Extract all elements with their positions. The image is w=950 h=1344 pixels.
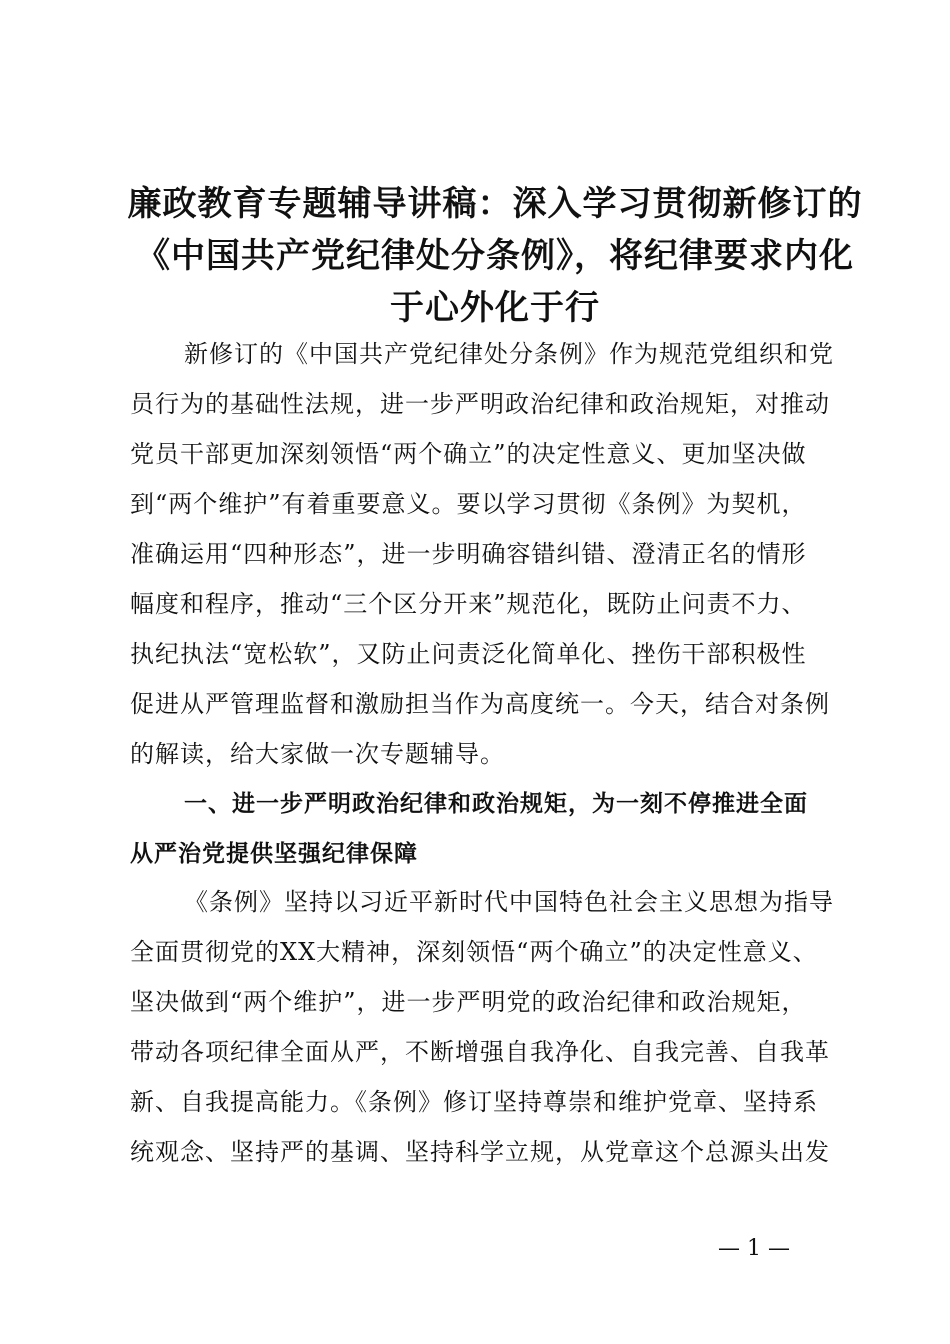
title-line-1: 廉政教育专题辅导讲稿：深入学习贯彻新修订的: [127, 184, 863, 224]
document-title: [120, 178, 870, 334]
section-heading: [130, 779, 845, 879]
section-heading-line-2: 从严治党提供坚强纪律保障: [130, 841, 418, 867]
title-line-3: 于心外化于行: [390, 288, 600, 328]
paragraph-line: 到“两个维护”有着重要意义。要以学习贯彻《条例》为契机，: [130, 490, 807, 518]
paragraph-line: 新修订的《中国共产党纪律处分条例》作为规范党组织和党: [184, 340, 834, 368]
paragraph-line: 的解读，给大家做一次专题辅导。: [130, 740, 505, 768]
paragraph-line: 《条例》坚持以习近平新时代中国特色社会主义思想为指导: [184, 888, 834, 916]
paragraph-line: 统观念、坚持严的基调、坚持科学立规，从党章这个总源头出发: [130, 1138, 830, 1166]
paragraph-line: 坚决做到“两个维护”，进一步严明党的政治纪律和政治规矩，: [130, 988, 807, 1016]
intro-paragraph: [130, 329, 845, 779]
paragraph-line: 促进从严管理监督和激励担当作为高度统一。今天，结合对条例: [130, 690, 830, 718]
paragraph-line: 带动各项纪律全面从严，不断增强自我净化、自我完善、自我革: [130, 1038, 830, 1066]
title-line-2: 《中国共产党纪律处分条例》，将纪律要求内化: [136, 236, 854, 276]
page-number: — 1 —: [718, 1236, 790, 1261]
paragraph-line: 员行为的基础性法规，进一步严明政治纪律和政治规矩，对推动: [130, 390, 830, 418]
paragraph-line: 党员干部更加深刻领悟“两个确立”的决定性意义、更加坚决做: [130, 440, 807, 468]
section-paragraph: [130, 877, 845, 1177]
paragraph-line: 幅度和程序，推动“三个区分开来”规范化，既防止问责不力、: [130, 590, 807, 618]
paragraph-line: 准确运用“四种形态”，进一步明确容错纠错、澄清正名的情形: [130, 540, 807, 568]
section-heading-line-1: 一、进一步严明政治纪律和政治规矩，为一刻不停推进全面: [184, 791, 808, 817]
paragraph-line: 执纪执法“宽松软”，又防止问责泛化简单化、挫伤干部积极性: [130, 640, 807, 668]
paragraph-line: 全面贯彻党的XX大精神，深刻领悟“两个确立”的决定性意义、: [130, 938, 818, 966]
paragraph-line: 新、自我提高能力。《条例》修订坚持尊崇和维护党章、坚持系: [130, 1088, 818, 1116]
